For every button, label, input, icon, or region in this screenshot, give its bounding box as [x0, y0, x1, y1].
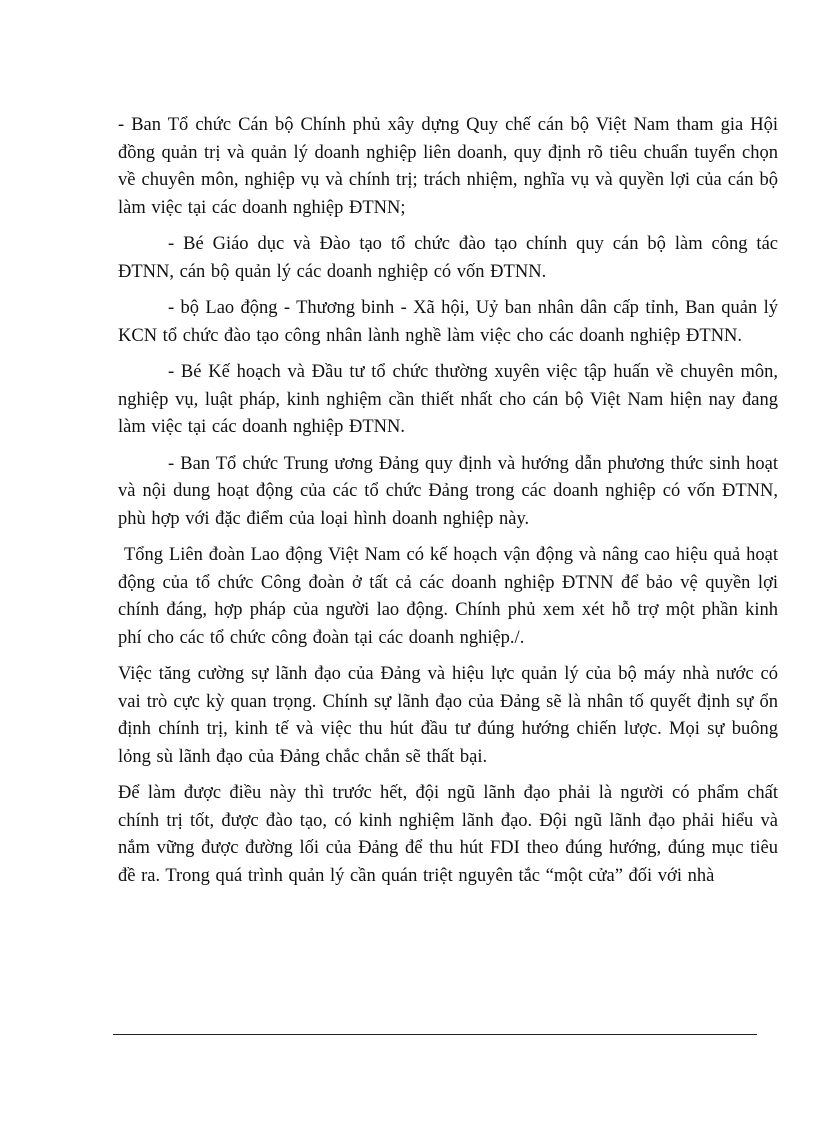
- paragraph-ban-to-chuc-trung-uong: - Ban Tổ chức Trung ương Đảng quy định và hướng dẫn phương thức sinh hoạt và nội dung hoạt động của các tổ chức Đảng trong các doanh nghiệp có vốn ĐTNN, phù hợp với đặc điểm của loại hình doanh nghiệp này.: [118, 453, 778, 529]
- paragraph-lanh-dao-cua-dang: Việc tăng cường sự lãnh đạo của Đảng và hiệu lực quản lý của bộ máy nhà nước có vai trò cực kỳ quan trọng. Chính sự lãnh đạo của Đảng sẽ là nhân tố quyết định sự ổn định chính trị, kinh tế và việc thu hút đầu tư đúng hướng chiến lược. Mọi sự buông lỏng sù lãnh đạo của Đảng chắc chắn sẽ thất bại.: [118, 664, 778, 767]
- document-page: [118, 112, 778, 899]
- paragraph-bo-ke-hoach: - Bé Kế hoạch và Đầu tư tổ chức thường xuyên việc tập huấn về chuyên môn, nghiệp vụ, luật pháp, kinh nghiệm cần thiết nhất cho cán bộ Việt Nam hiện nay đang làm việc tại các doanh nghiệp ĐTNN.: [118, 362, 778, 437]
- paragraph-tong-lien-doan: Tổng Liên đoàn Lao động Việt Nam có kế hoạch vận động và nâng cao hiệu quả hoạt động của tổ chức Công đoàn ở tất cả các doanh nghiệp ĐTNN để bảo vệ quyền lợi chính đáng, hợp pháp của người lao động. Chính phủ xem xét hỗ trợ một phần kinh phí cho các tổ chức công đoàn tại các doanh nghiệp./.: [118, 545, 778, 648]
- paragraph-ban-to-chuc-can-bo: - Ban Tổ chức Cán bộ Chính phủ xây dựng Quy chế cán bộ Việt Nam tham gia Hội đồng quản trị và quản lý doanh nghiệp liên doanh, quy định rõ tiêu chuẩn tuyển chọn về chuyên môn, nghiệp vụ và chính trị; trách nhiệm, nghĩa vụ và quyền lợi của cán bộ làm việc tại các doanh nghiệp ĐTNN;: [118, 115, 778, 218]
- paragraph-bo-giao-duc: - Bé Giáo dục và Đào tạo tổ chức đào tạo chính quy cán bộ làm công tác ĐTNN, cán bộ quản lý các doanh nghiệp có vốn ĐTNN.: [118, 234, 778, 282]
- paragraph-doi-ngu-lanh-dao: Để làm được điều này thì trước hết, đội ngũ lãnh đạo phải là người có phẩm chất chính trị tốt, được đào tạo, có kinh nghiệm lãnh đạo. Đội ngũ lãnh đạo phải hiểu và nắm vững được đường lối của Đảng để thu hút FDI theo đúng hướng, đúng mục tiêu đề ra. Trong quá trình quản lý cần quán triệt nguyên tắc “một cửa” đối với nhà: [118, 783, 778, 886]
- paragraph-bo-lao-dong: - bộ Lao động - Thương binh - Xã hội, Uỷ ban nhân dân cấp tỉnh, Ban quản lý KCN tổ chức đào tạo công nhân lành nghề làm việc cho các doanh nghiệp ĐTNN.: [118, 298, 778, 346]
- footer-divider: [113, 1034, 757, 1035]
